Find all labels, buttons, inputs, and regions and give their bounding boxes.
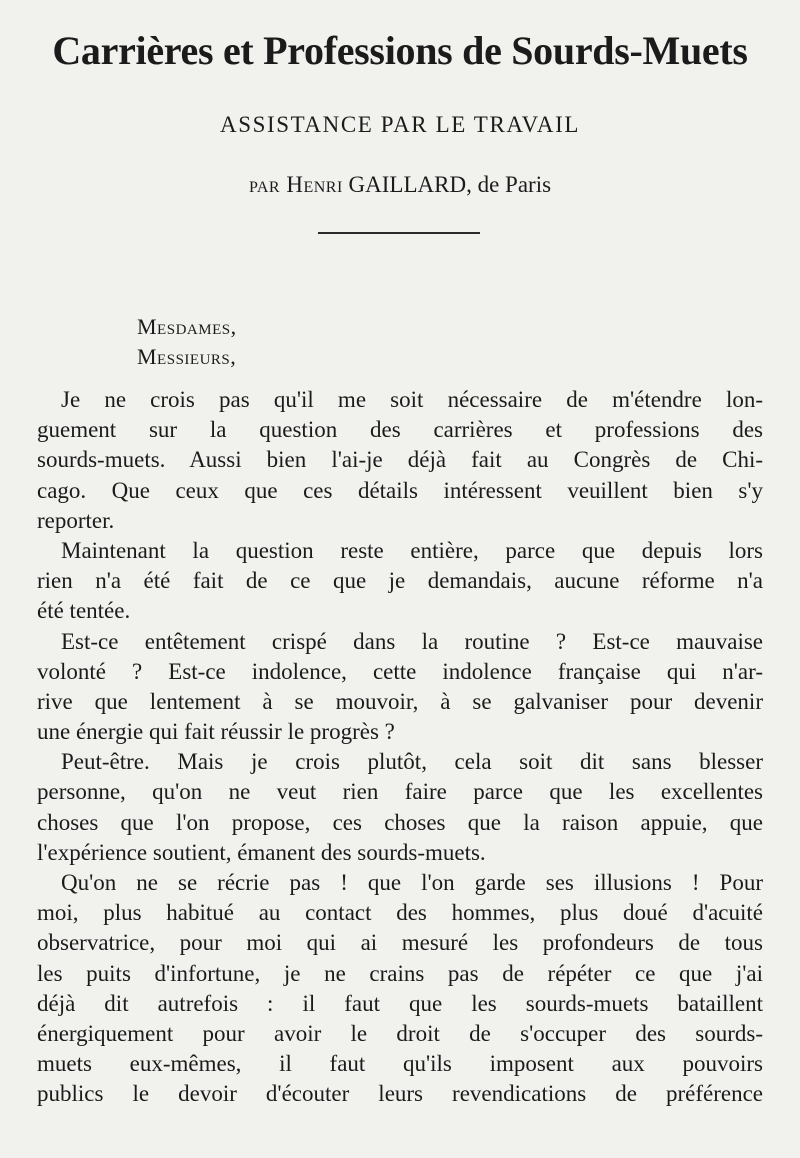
- text-line: déjà dit autrefois : il faut que les sourds-muets bataillent: [37, 990, 763, 1016]
- byline-author: GAILLARD,: [348, 172, 472, 197]
- article-title: Carrières et Professions de Sourds-Muets: [52, 28, 748, 73]
- text-line: moi, plus habitué au contact des hommes, plus doué d'acuité: [37, 900, 763, 926]
- paragraph-3: [37, 627, 763, 748]
- text-line: reporter.: [37, 507, 115, 533]
- title-divider: [318, 232, 480, 234]
- paragraph-4: [37, 747, 763, 868]
- body-text: [37, 385, 763, 1110]
- text-line: une énergie qui fait réussir le progrès ?: [37, 719, 395, 745]
- paragraph-2: [37, 536, 763, 627]
- article-subtitle: ASSISTANCE PAR LE TRAVAIL: [219, 112, 581, 137]
- paragraph-5: [37, 868, 763, 1110]
- text-line: Peut-être. Mais je crois plutôt, cela soit dit sans blesser: [61, 749, 763, 775]
- text-line: publics le devoir d'écouter leurs revendications de préférence: [37, 1081, 763, 1107]
- salutation-line-1: Mesdames,: [137, 314, 237, 339]
- byline-place: de Paris: [477, 172, 552, 197]
- text-line: muets eux-mêmes, il faut qu'ils imposent aux pouvoirs: [37, 1051, 763, 1077]
- text-line: guement sur la question des carrières et professions des: [37, 417, 763, 443]
- text-line: Est-ce entêtement crispé dans la routine ? Est-ce mauvaise: [61, 628, 763, 654]
- byline-prefix: par Henri: [248, 172, 343, 197]
- text-line: rien n'a été fait de ce que je demandais, aucune réforme n'a: [37, 568, 763, 594]
- byline: [40, 170, 760, 200]
- text-line: cago. Que ceux que ces détails intéressent veuillent bien s'y: [37, 477, 763, 503]
- text-line: Qu'on ne se récrie pas ! que l'on garde ses illusions ! Pour: [61, 870, 763, 895]
- text-line: choses que l'on propose, ces choses que la raison appuie, que: [37, 809, 763, 835]
- text-line: été tentée.: [37, 598, 131, 624]
- text-line: les puits d'infortune, je ne crains pas de répéter ce que j'ai: [37, 960, 763, 986]
- text-line: énergiquement pour avoir le droit de s'occuper des sourds-: [37, 1020, 763, 1046]
- text-line: Maintenant la question reste entière, parce que depuis lors: [61, 537, 763, 563]
- text-line: observatrice, pour moi qui ai mesuré les profondeurs de tous: [37, 930, 763, 956]
- text-line: volonté ? Est-ce indolence, cette indolence française qui n'ar-: [37, 658, 763, 684]
- salutation-line-2: Messieurs,: [137, 344, 237, 369]
- text-line: rive que lentement à se mouvoir, à se galvaniser pour devenir: [37, 688, 763, 714]
- text-line: Je ne crois pas qu'il me soit nécessaire de m'étendre lon-: [61, 387, 763, 412]
- text-line: l'expérience soutient, émanent des sourds-muets.: [37, 839, 486, 865]
- text-line: sourds-muets. Aussi bien l'ai-je déjà fait au Congrès de Chi-: [37, 447, 763, 473]
- salutation: [137, 312, 237, 372]
- paragraph-1: [37, 385, 763, 536]
- text-line: personne, qu'on ne veut rien faire parce que les excellentes: [37, 779, 763, 805]
